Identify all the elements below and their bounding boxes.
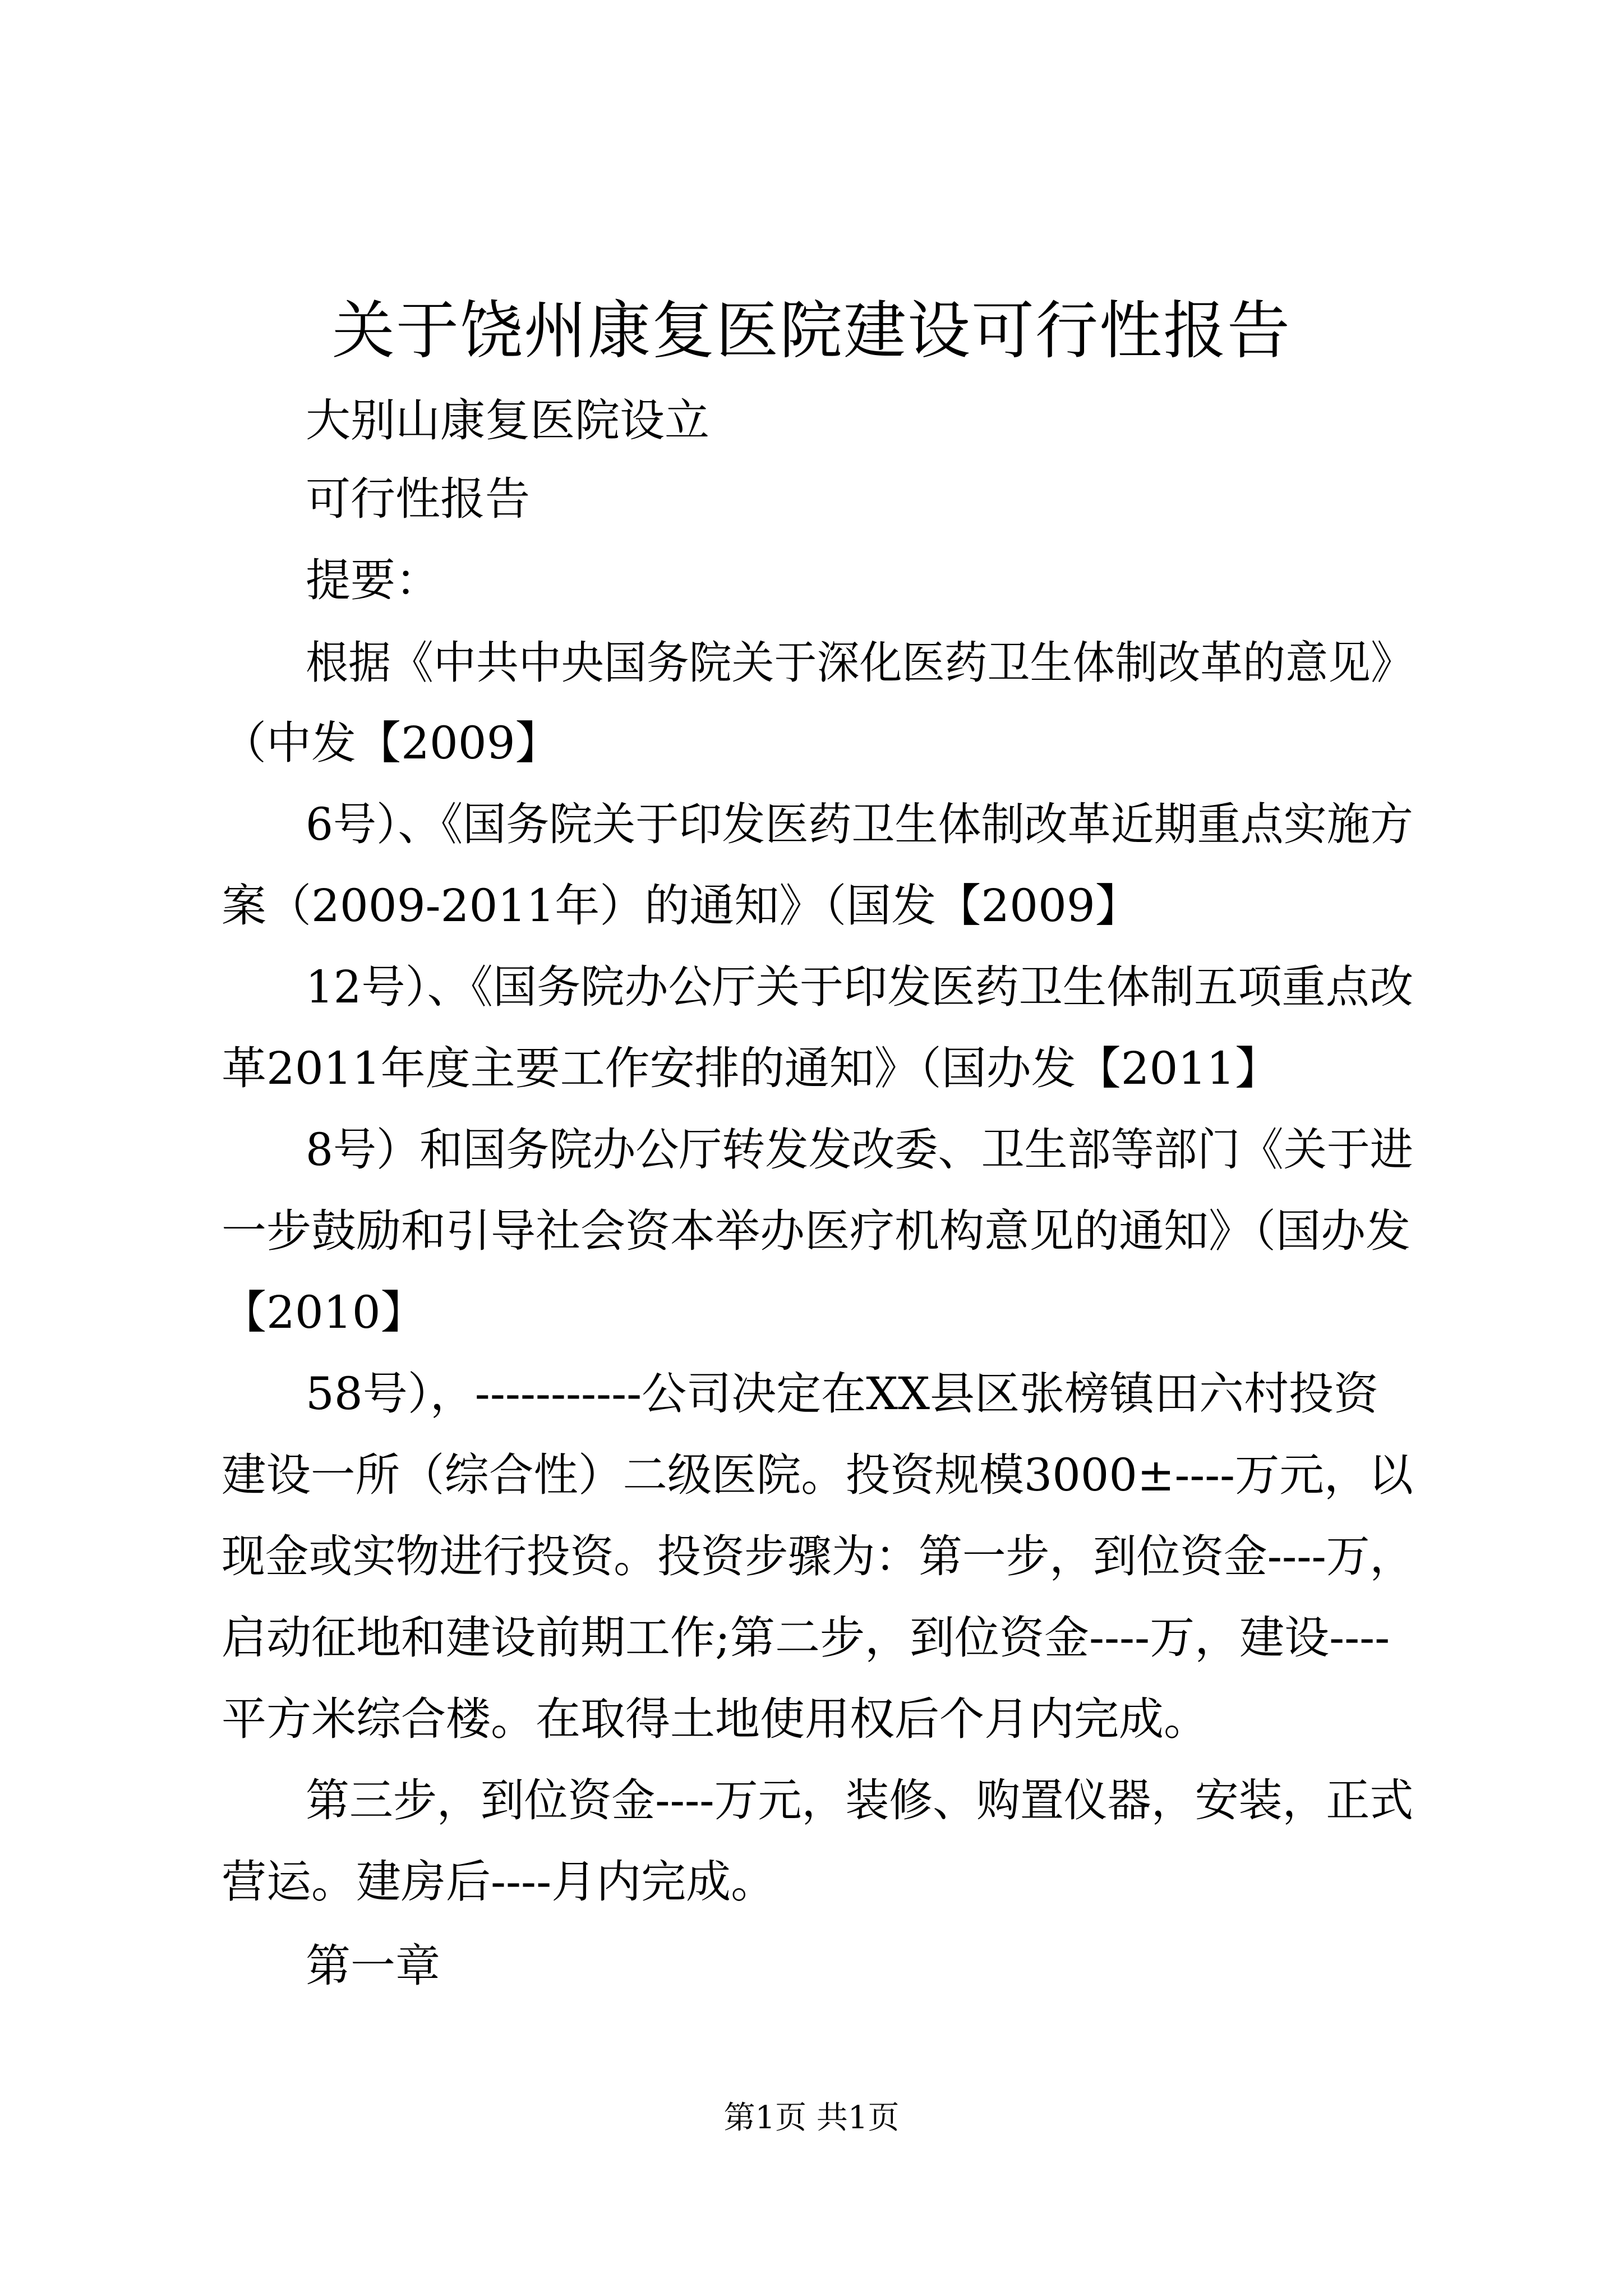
body-line: 58号），-----------公司决定在XX县区张榜镇田六村投资 bbox=[306, 1368, 1379, 1420]
body-line: 建设一所（综合性）二级医院。投资规模3000±----万元，以 bbox=[222, 1449, 1413, 1501]
body-line: 8号）和国务院办公厅转发发改委、卫生部等部门《关于进 bbox=[306, 1124, 1413, 1176]
body-line: 根据《中共中央国务院关于深化医药卫生体制改革的意见》 bbox=[306, 637, 1413, 689]
body-line: 第一章 bbox=[306, 1940, 440, 1992]
body-line: 提要： bbox=[306, 554, 440, 606]
body-line: 现金或实物进行投资。投资步骤为：第一步，到位资金----万， bbox=[222, 1530, 1414, 1582]
body-line: 6号）、《国务院关于印发医药卫生体制改革近期重点实施方 bbox=[306, 798, 1413, 850]
body-line: 启动征地和建设前期工作;第二步，到位资金----万，建设---- bbox=[222, 1612, 1390, 1664]
document-title: 关于饶州康复医院建设可行性报告 bbox=[332, 295, 1291, 367]
body-line: （中发【2009】 bbox=[222, 717, 560, 769]
body-line: 【2010】 bbox=[222, 1286, 426, 1338]
body-line: 可行性报告 bbox=[306, 473, 530, 525]
body-line: 第三步，到位资金----万元，装修、购置仪器，安装，正式 bbox=[306, 1774, 1414, 1826]
body-line: 一步鼓励和引导社会资本举办医疗机构意见的通知》（国办发 bbox=[222, 1205, 1410, 1257]
body-line: 平方米综合楼。在取得土地使用权后个月内完成。 bbox=[222, 1693, 1209, 1745]
body-line: 12号）、《国务院办公厅关于印发医药卫生体制五项重点改 bbox=[306, 961, 1413, 1013]
page-footer: 第1页 共1页 bbox=[723, 2100, 900, 2136]
body-line: 大别山康复医院设立 bbox=[306, 394, 709, 447]
body-line: 营运。建房后----月内完成。 bbox=[222, 1856, 776, 1908]
body-line: 案（2009-2011年）的通知》（国发【2009】 bbox=[222, 880, 1140, 932]
body-line: 革2011年度主要工作安排的通知》（国办发【2011】 bbox=[222, 1042, 1280, 1094]
